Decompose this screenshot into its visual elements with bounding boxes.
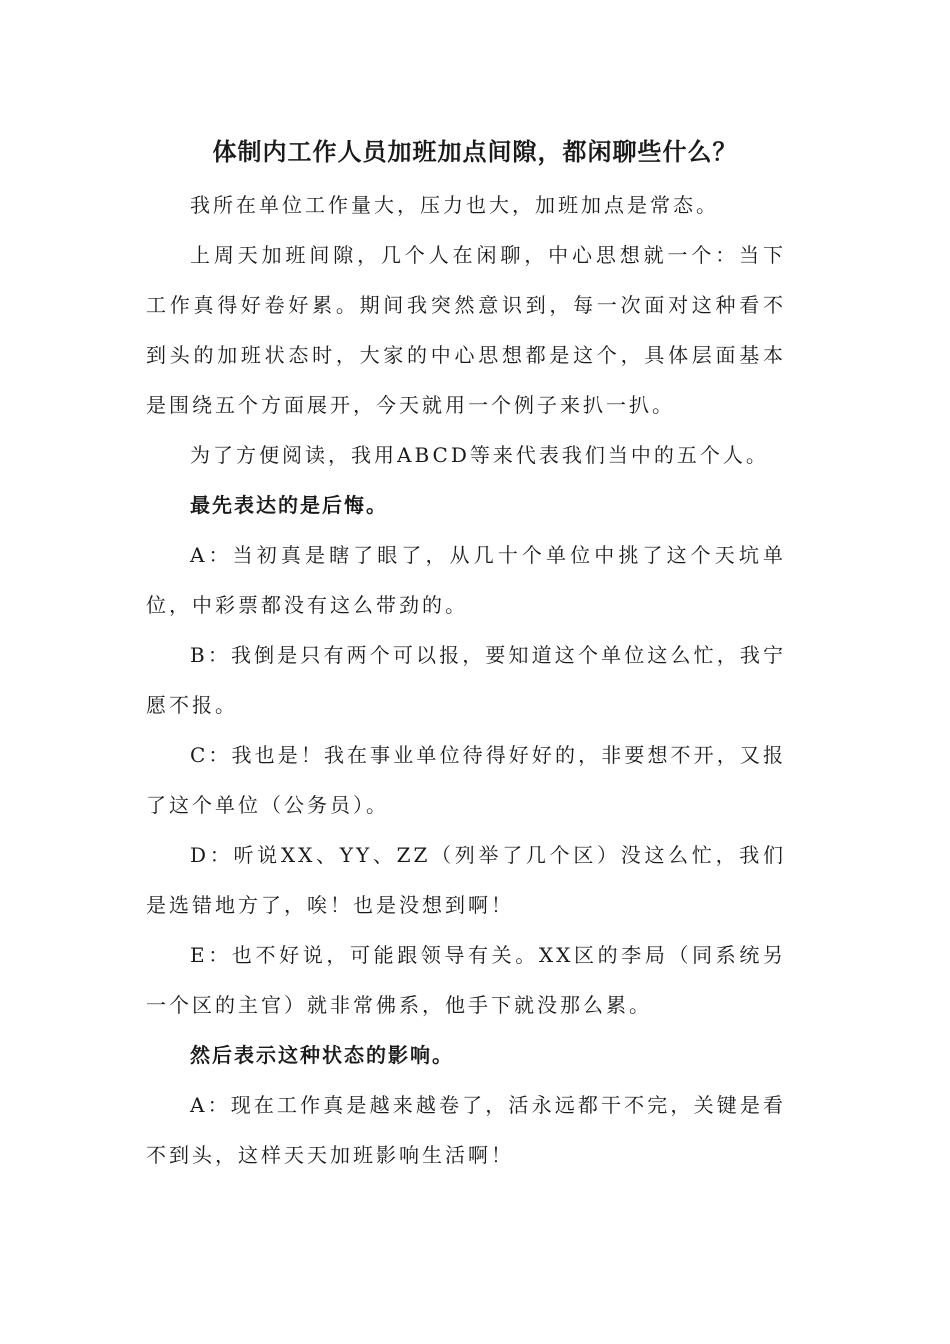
paragraph: 为了方便阅读，我用ABCD等来代表我们当中的五个人。 — [190, 443, 769, 467]
paragraph: B：我倒是只有两个可以报，要知道这个单位这么忙，我宁愿不报。 — [146, 643, 786, 717]
document-title: 体制内工作人员加班加点间隙，都闲聊些什么？ — [212, 138, 738, 166]
paragraph: C：我也是！我在事业单位待得好好的，非要想不开，又报了这个单位（公务员）。 — [146, 743, 786, 817]
paragraph: A：现在工作真是越来越卷了，活永远都干不完，关键是看不到头，这样天天加班影响生活啊！ — [146, 1093, 786, 1167]
paragraph: 我所在单位工作量大，压力也大，加班加点是常态。 — [190, 193, 719, 217]
paragraph: 上周天加班间隙，几个人在闲聊，中心思想就一个：当下工作真得好卷好累。期间我突然意识到，每一次面对这种看不到头的加班状态时，大家的中心思想都是这个，具体层面基本是围绕五个方面展开，今天就用一个例子来扒一扒。 — [146, 243, 786, 417]
paragraph: A：当初真是瞎了眼了，从几十个单位中挑了这个天坑单位，中彩票都没有这么带劲的。 — [146, 543, 786, 617]
section-heading: 最先表达的是后悔。 — [190, 493, 388, 517]
document-body — [146, 180, 786, 1180]
paragraph: D：听说XX、YY、ZZ（列举了几个区）没这么忙，我们是选错地方了，唉！也是没想到啊！ — [146, 843, 786, 917]
paragraph: E：也不好说，可能跟领导有关。XX区的李局（同系统另一个区的主官）就非常佛系，他手下就没那么累。 — [146, 943, 786, 1017]
section-heading: 然后表示这种状态的影响。 — [190, 1043, 454, 1067]
